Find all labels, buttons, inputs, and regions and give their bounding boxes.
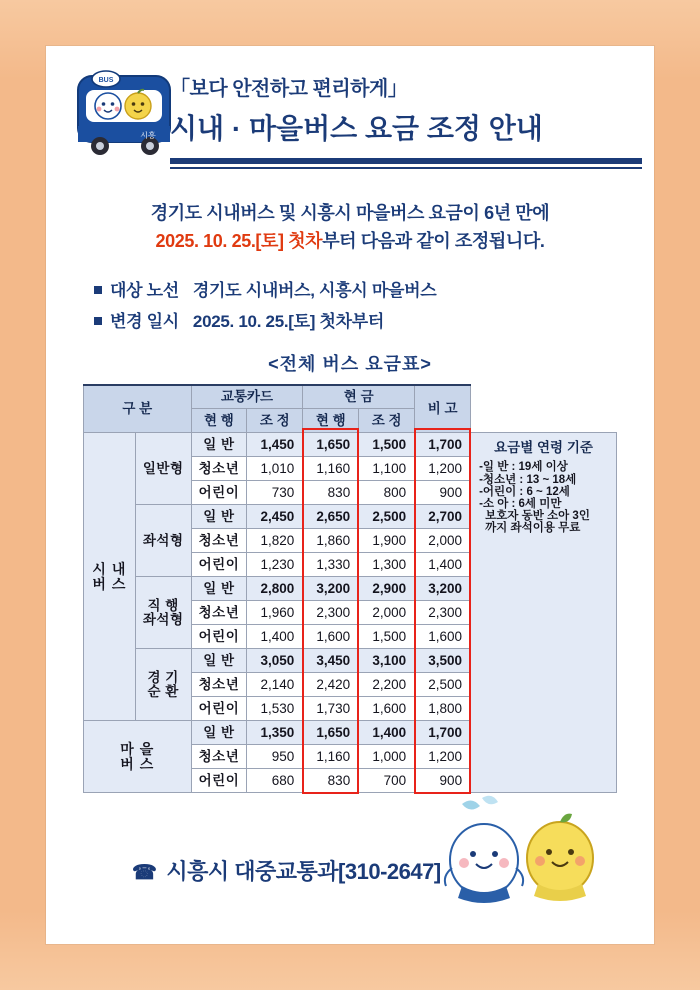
note-line: 보호자 동반 소아 3인	[485, 509, 590, 522]
cell-card-current: 1,010	[247, 457, 303, 481]
cell-card-current: 1,960	[247, 601, 303, 625]
row-type: 청소년	[191, 529, 247, 553]
cell-card-current: 1,450	[247, 433, 303, 457]
cell-card-current: 2,140	[247, 673, 303, 697]
cell-card-current: 2,800	[247, 577, 303, 601]
note-line: -청소년 : 13 ~ 18세	[479, 473, 577, 486]
cell-card-current: 1,820	[247, 529, 303, 553]
bullet-value: 2025. 10. 25.[토] 첫차부터	[192, 311, 385, 331]
intro-date-highlight: 2025. 10. 25.[토] 첫차	[155, 230, 323, 251]
table-row	[84, 433, 617, 457]
page-title: 시내 · 마을버스 요금 조정 안내	[170, 113, 543, 144]
row-type: 어린이	[191, 481, 247, 505]
subgroup-label-seat: 좌석형	[135, 505, 191, 577]
cell-cash-adjusted: 3,200	[415, 577, 471, 601]
cell-card-current: 1,230	[247, 553, 303, 577]
cell-card-current: 3,050	[247, 649, 303, 673]
cell-cash-current: 1,600	[359, 697, 415, 721]
cell-cash-current: 1,000	[359, 745, 415, 769]
cell-cash-current: 800	[359, 481, 415, 505]
cell-card-adjusted: 1,650	[303, 721, 359, 745]
row-type: 일 반	[191, 721, 247, 745]
th-cash-current: 현 행	[303, 409, 359, 433]
cell-cash-adjusted: 1,200	[415, 457, 471, 481]
cell-cash-adjusted: 2,000	[415, 529, 471, 553]
note-line: -어린이 : 6 ~ 12세	[479, 485, 570, 498]
cell-card-adjusted: 830	[303, 481, 359, 505]
cell-cash-adjusted: 1,400	[415, 553, 471, 577]
bullet-label: 변경 일시	[110, 311, 179, 331]
cell-card-adjusted: 2,420	[303, 673, 359, 697]
intro-text	[46, 200, 654, 256]
row-type: 일 반	[191, 433, 247, 457]
cell-card-adjusted: 2,650	[303, 505, 359, 529]
cell-cash-adjusted: 1,700	[415, 721, 471, 745]
bullet-list	[94, 276, 654, 332]
row-type: 어린이	[191, 625, 247, 649]
th-card-current: 현 행	[191, 409, 247, 433]
poster	[46, 46, 654, 944]
svg-text:BUS: BUS	[98, 77, 114, 84]
cell-card-adjusted: 3,200	[303, 577, 359, 601]
cell-cash-adjusted: 3,500	[415, 649, 471, 673]
cell-cash-current: 3,100	[359, 649, 415, 673]
th-cash: 현 금	[303, 385, 415, 409]
cell-cash-adjusted: 900	[415, 769, 471, 793]
row-type: 청소년	[191, 745, 247, 769]
row-type: 청소년	[191, 457, 247, 481]
intro-line-2-rest: 부터 다음과 같이 조정됩니다.	[322, 230, 545, 251]
cell-cash-current: 2,200	[359, 673, 415, 697]
fare-table-wrap	[83, 384, 617, 794]
note-title: 요금별 연령 기준	[494, 440, 593, 456]
fare-table-title: <전체 버스 요금표>	[268, 353, 432, 374]
cell-card-adjusted: 1,160	[303, 457, 359, 481]
row-type: 일 반	[191, 505, 247, 529]
poster-header	[46, 46, 654, 178]
group-label-city-bus: 시 내 버 스	[84, 433, 136, 721]
cell-cash-current: 2,500	[359, 505, 415, 529]
cell-cash-adjusted: 900	[415, 481, 471, 505]
row-type: 어린이	[191, 697, 247, 721]
cell-cash-adjusted: 1,600	[415, 625, 471, 649]
subgroup-label-circular: 경 기 순 환	[135, 649, 191, 721]
note-line: 까지 좌석이용 무료	[485, 521, 581, 534]
cell-cash-current: 1,100	[359, 457, 415, 481]
intro-line-1: 경기도 시내버스 및 시흥시 마을버스 요금이 6년 만에	[150, 203, 550, 223]
fare-table	[83, 384, 617, 794]
cell-card-adjusted: 1,650	[303, 433, 359, 457]
th-note: 비 고	[415, 385, 471, 433]
cell-card-adjusted: 1,160	[303, 745, 359, 769]
intro-line-2	[46, 228, 654, 256]
th-card-adjusted: 조 정	[247, 409, 303, 433]
cell-cash-adjusted: 1,700	[415, 433, 471, 457]
cell-cash-adjusted: 2,700	[415, 505, 471, 529]
square-bullet-icon	[94, 317, 102, 325]
row-type: 일 반	[191, 577, 247, 601]
cell-card-adjusted: 1,860	[303, 529, 359, 553]
cell-card-adjusted: 830	[303, 769, 359, 793]
headline-rule-thick	[170, 158, 642, 164]
cell-card-adjusted: 2,300	[303, 601, 359, 625]
cell-cash-current: 700	[359, 769, 415, 793]
cell-cash-adjusted: 2,300	[415, 601, 471, 625]
cell-cash-current: 2,000	[359, 601, 415, 625]
cell-cash-current: 1,400	[359, 721, 415, 745]
row-type: 어린이	[191, 769, 247, 793]
bus-mascot-logo-icon	[72, 68, 176, 160]
bullet-item-change-date	[94, 307, 654, 332]
cell-cash-adjusted: 1,800	[415, 697, 471, 721]
cell-cash-adjusted: 2,500	[415, 673, 471, 697]
row-type: 청소년	[191, 601, 247, 625]
th-group: 구 분	[84, 385, 192, 433]
cell-cash-current: 1,900	[359, 529, 415, 553]
contact-text: 시흥시 대중교통과[310-2647]	[166, 859, 441, 884]
mascot-illustration	[418, 794, 618, 910]
svg-text:시흥: 시흥	[140, 131, 156, 140]
th-card: 교통카드	[191, 385, 303, 409]
note-line: -소 아 : 6세 미만	[479, 497, 562, 510]
bullet-value: 경기도 시내버스, 시흥시 마을버스	[192, 280, 437, 300]
row-type: 청소년	[191, 673, 247, 697]
headline-wrap	[170, 72, 640, 147]
cell-card-current: 730	[247, 481, 303, 505]
cell-card-current: 1,400	[247, 625, 303, 649]
cell-card-current: 950	[247, 745, 303, 769]
cell-card-adjusted: 3,450	[303, 649, 359, 673]
bullet-item-target-route	[94, 276, 654, 301]
cell-cash-current: 1,500	[359, 625, 415, 649]
cell-card-current: 2,450	[247, 505, 303, 529]
cell-cash-current: 1,300	[359, 553, 415, 577]
note-cell	[471, 433, 617, 793]
row-type: 일 반	[191, 649, 247, 673]
bullet-label: 대상 노선	[110, 280, 179, 300]
cell-card-current: 1,350	[247, 721, 303, 745]
cell-card-current: 680	[247, 769, 303, 793]
cell-card-current: 1,530	[247, 697, 303, 721]
headline-rule-thin	[170, 167, 642, 169]
cell-card-adjusted: 1,600	[303, 625, 359, 649]
headline-quote: 「보다 안전하고 편리하게」	[170, 78, 408, 100]
square-bullet-icon	[94, 286, 102, 294]
contact-line	[132, 855, 441, 886]
row-type: 어린이	[191, 553, 247, 577]
table-header-row-1	[84, 385, 617, 409]
cell-card-adjusted: 1,330	[303, 553, 359, 577]
cell-cash-adjusted: 1,200	[415, 745, 471, 769]
group-label-village-bus: 마 을 버 스	[84, 721, 192, 793]
th-cash-adjusted: 조 정	[359, 409, 415, 433]
telephone-icon: ☎	[132, 862, 157, 884]
subgroup-label-express-seat: 직 행 좌석형	[135, 577, 191, 649]
cell-cash-current: 1,500	[359, 433, 415, 457]
cell-cash-current: 2,900	[359, 577, 415, 601]
cell-card-adjusted: 1,730	[303, 697, 359, 721]
poster-footer	[46, 794, 654, 944]
subgroup-label-general: 일반형	[135, 433, 191, 505]
note-line: -일 반 : 19세 이상	[479, 461, 568, 474]
